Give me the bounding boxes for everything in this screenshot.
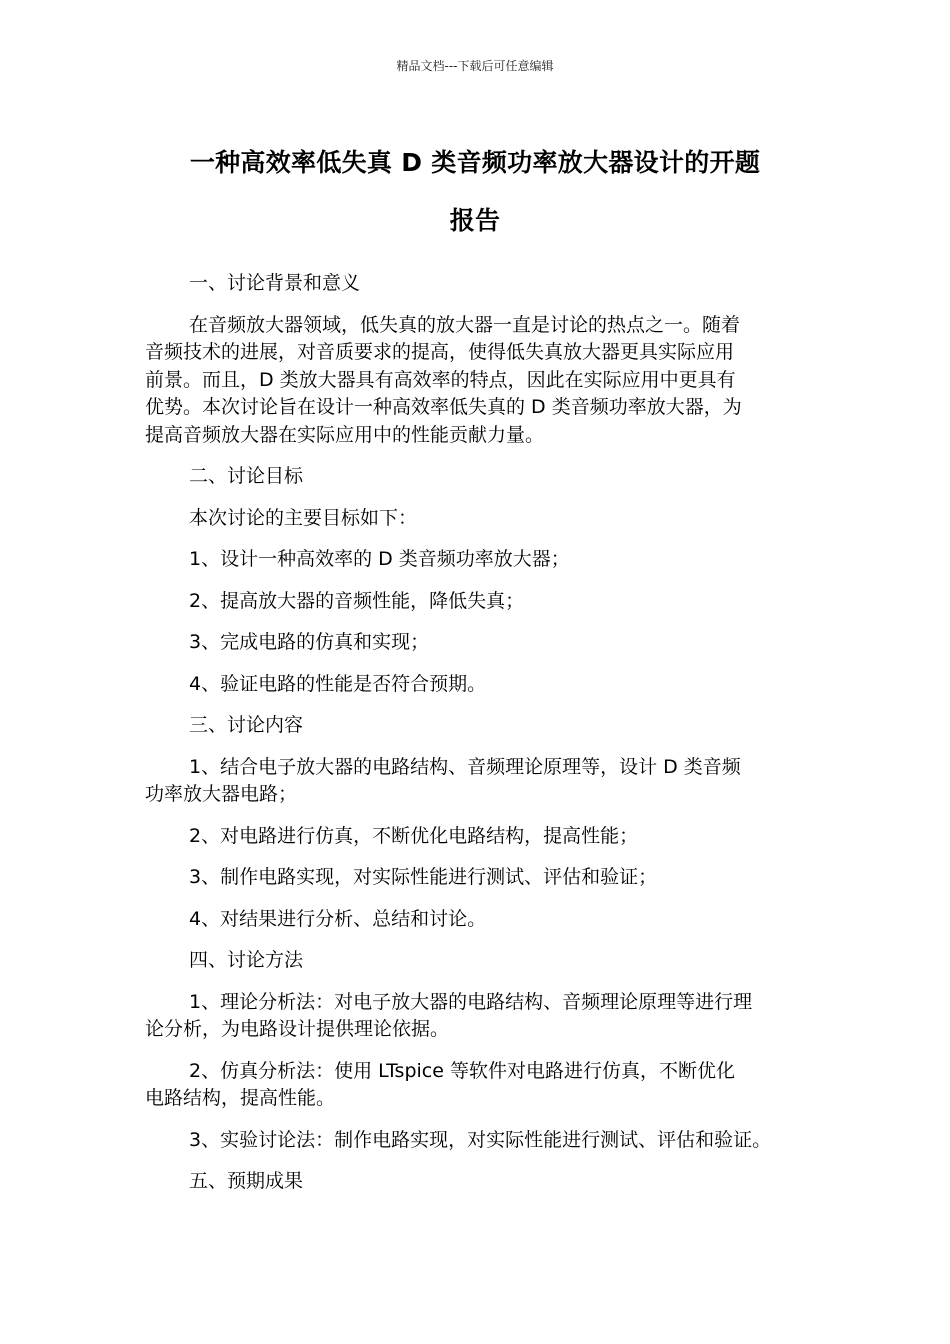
section-heading-content: 三、讨论内容 <box>189 714 304 736</box>
goals-intro: 本次讨论的主要目标如下： <box>189 506 418 529</box>
section-heading-goals: 二、讨论目标 <box>189 465 304 487</box>
goal-item: 3、完成电路的仿真和实现； <box>189 631 430 653</box>
document-title <box>145 134 805 250</box>
content-item: 1、结合电子放大器的电路结构、音频理论原理等，设计 D 类音频 功率放大器电路； <box>145 755 741 805</box>
method-item: 1、理论分析法：对电子放大器的电路结构、音频理论原理等进行理 论分析，为电路设计提供理论依据。 <box>145 990 753 1040</box>
content-item: 3、制作电路实现，对实际性能进行测试、评估和验证； <box>189 866 658 888</box>
title-line-2: 报告 <box>449 206 501 235</box>
content-item: 4、对结果进行分析、总结和讨论。 <box>189 907 487 930</box>
page-header: 精品文档---下载后可任意编辑 <box>396 59 554 73</box>
goal-item: 2、提高放大器的音频性能，降低失真； <box>189 589 525 612</box>
goal-item: 1、设计一种高效率的 D 类音频功率放大器； <box>189 548 570 570</box>
method-item: 2、仿真分析法：使用 LTspice 等软件对电路进行仿真，不断优化 电路结构，提高性能。 <box>145 1059 735 1109</box>
section-heading-outcomes: 五、预期成果 <box>189 1170 304 1192</box>
title-line-1: 一种高效率低失真 D 类音频功率放大器设计的开题 <box>189 148 761 177</box>
method-item: 3、实验讨论法：制作电路实现，对实际性能进行测试、评估和验证。 <box>189 1128 772 1151</box>
goal-item: 4、验证电路的性能是否符合预期。 <box>189 672 487 695</box>
section-heading-background: 一、讨论背景和意义 <box>189 272 361 294</box>
document-body <box>145 270 825 1210</box>
section-heading-methods: 四、讨论方法 <box>189 949 304 971</box>
content-item: 2、对电路进行仿真，不断优化电路结构，提高性能； <box>189 824 639 847</box>
paragraph-background: 在音频放大器领域，低失真的放大器一直是讨论的热点之一。随着 音频技术的进展，对音质要求的提高，使得低失真放大器更具实际应用 前景。而且，D 类放大器具有高效率的特点，因此在实际应用中更具有 优势。本次讨论旨在设计一种高效率低失真的 D 类音频功率放大器，为 提高音频放大器在实际应用中的性能贡献力量。 <box>145 313 742 446</box>
